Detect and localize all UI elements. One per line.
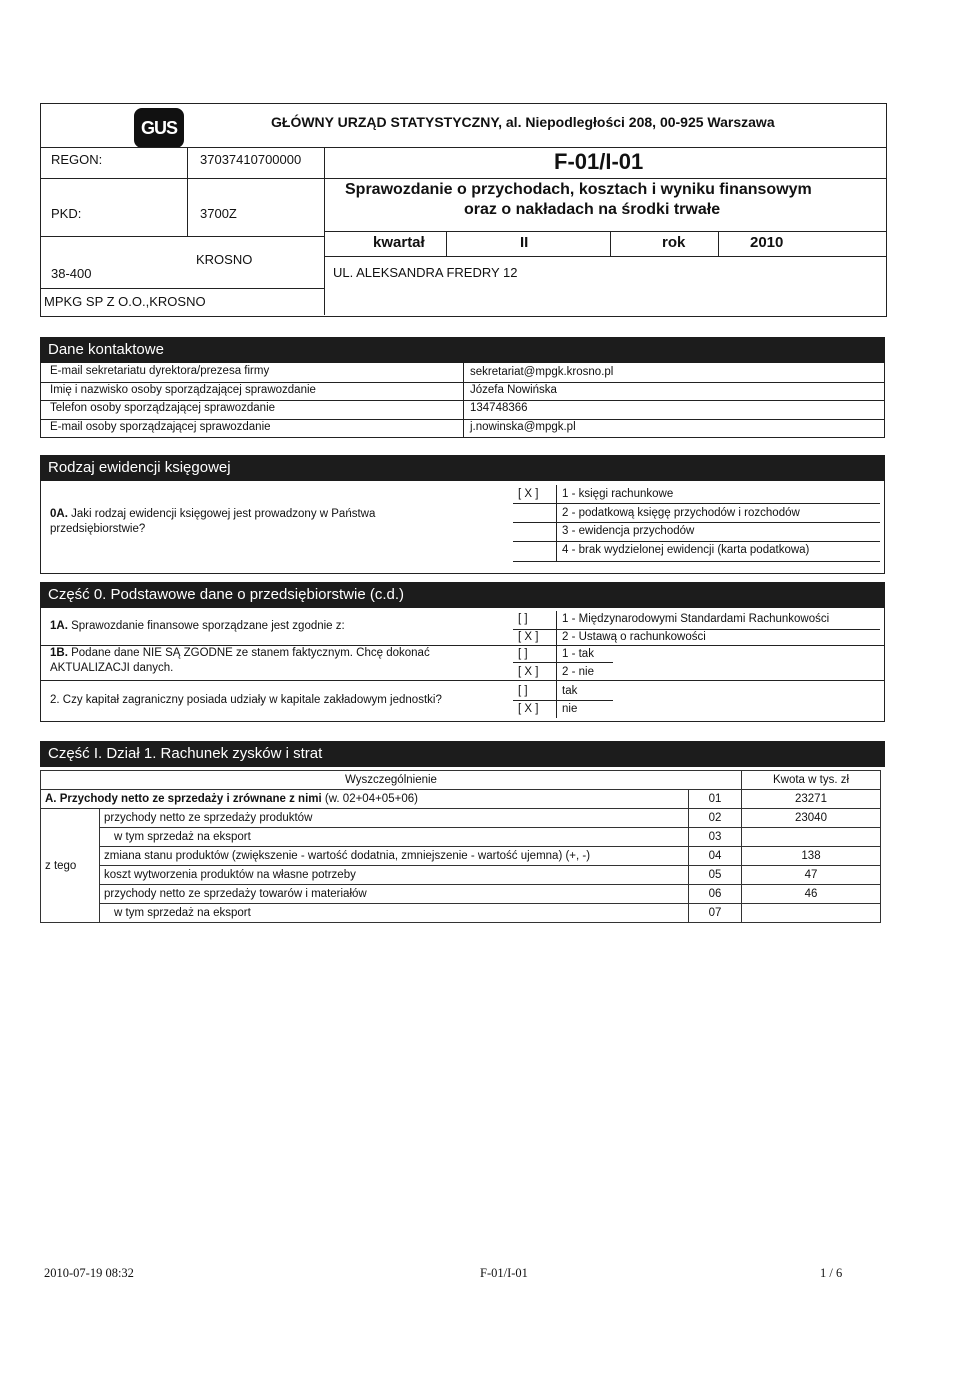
q1b-code: 1B. [50, 647, 68, 659]
city: KROSNO [196, 252, 253, 267]
table-row [41, 866, 881, 885]
row-value[interactable]: 47 [742, 866, 881, 885]
institution-name: GŁÓWNY URZĄD STATYSTYCZNY, al. Niepodległości 208, 00-925 Warszawa [271, 114, 775, 130]
ledger-option-1: 1 - księgi rachunkowe [562, 488, 674, 500]
row-num: 02 [689, 809, 742, 828]
q1a-option-2-mark[interactable]: [ X ] [518, 631, 539, 643]
pkd-label: PKD: [51, 206, 82, 221]
table-row [41, 809, 881, 828]
gus-logo: GUS [134, 108, 184, 148]
contact-label-1: E-mail sekretariatu dyrektora/prezesa firmy [50, 365, 270, 377]
row-num: 03 [689, 828, 742, 847]
contact-value-3: 134748366 [470, 402, 528, 414]
row-a-label: A. Przychody netto ze sprzedaży i zrównane z nimi [45, 793, 322, 805]
postal-code: 38-400 [51, 266, 92, 281]
q1a-option-1-mark[interactable]: [ ] [518, 613, 528, 625]
row-label: przychody netto ze sprzedaży produktów [100, 809, 689, 828]
ledger-q-text-1: Jaki rodzaj ewidencji księgowej jest prowadzony w Państwa [71, 508, 376, 520]
group-label: z tego [41, 809, 100, 923]
contact-label-2: Imię i nazwisko osoby sporządzającej sprawozdanie [50, 384, 316, 396]
contact-label-4: E-mail osoby sporządzającej sprawozdanie [50, 421, 271, 433]
row-label: zmiana stanu produktów (zwiększenie - wartość dodatnia, zmniejszenie - wartość ujemna) (+, -) [100, 847, 689, 866]
footer-page: 1 / 6 [820, 1266, 843, 1280]
footer-form: F-01/I-01 [480, 1266, 528, 1280]
ledger-option-2: 2 - podatkową księgę przychodów i rozchodów [562, 507, 800, 519]
report-title-line1: Sprawozdanie o przychodach, kosztach i wyniku finansowym [345, 181, 812, 198]
col-spec-header: Wyszczególnienie [41, 771, 742, 790]
rok-label: rok [662, 234, 686, 251]
row-num: 06 [689, 885, 742, 904]
regon-value: 37037410700000 [200, 152, 302, 167]
q1b-text-2: AKTUALIZACJI danych. [50, 662, 174, 674]
ledger-q-code: 0A. [50, 508, 68, 520]
street-address: UL. ALEKSANDRA FREDRY 12 [333, 265, 518, 280]
q1a-option-1: 1 - Międzynarodowymi Standardami Rachunkowości [562, 613, 830, 625]
table-row [41, 828, 881, 847]
row-num: 07 [689, 904, 742, 923]
pkd-value: 3700Z [200, 206, 237, 221]
q1b-option-2-mark[interactable]: [ X ] [518, 666, 539, 678]
q1b-option-1-mark[interactable]: [ ] [518, 648, 528, 660]
rok-value: 2010 [750, 234, 784, 251]
q2-option-1: tak [562, 685, 578, 697]
q2-text: 2. Czy kapitał zagraniczny posiada udziały w kapitale zakładowym jednostki? [50, 694, 442, 706]
row-value[interactable] [742, 904, 881, 923]
q2-option-2: nie [562, 703, 578, 715]
row-a-value[interactable]: 23271 [742, 790, 881, 809]
kwartal-label: kwartał [373, 234, 425, 251]
contact-value-2: Józefa Nowińska [470, 384, 557, 396]
q1b-text-1: Podane dane NIE SĄ ZGODNE ze stanem faktycznym. Chcę dokonać [71, 647, 430, 659]
footer-datetime: 2010-07-19 08:32 [44, 1266, 134, 1280]
row-label: w tym sprzedaż na eksport [100, 828, 689, 847]
row-a-num: 01 [689, 790, 742, 809]
ledger-section-title: Rodzaj ewidencji księgowej [40, 455, 885, 481]
ledger-option-1-mark[interactable]: [ X ] [518, 488, 539, 500]
regon-label: REGON: [51, 152, 103, 167]
income-table [40, 770, 881, 923]
ledger-q-text-2: przedsiębiorstwie? [50, 523, 146, 535]
ledger-option-4: 4 - brak wydzielonej ewidencji (karta podatkowa) [562, 544, 810, 556]
row-label: koszt wytworzenia produktów na własne potrzeby [100, 866, 689, 885]
row-value[interactable] [742, 828, 881, 847]
table-row [41, 790, 881, 809]
ledger-option-3: 3 - ewidencja przychodów [562, 525, 695, 537]
row-value[interactable]: 23040 [742, 809, 881, 828]
q1a-code: 1A. [50, 620, 68, 632]
row-label: w tym sprzedaż na eksport [100, 904, 689, 923]
q2-option-2-mark[interactable]: [ X ] [518, 703, 539, 715]
company-name: MPKG SP Z O.O.,KROSNO [44, 294, 206, 309]
table-row [41, 885, 881, 904]
row-value[interactable]: 46 [742, 885, 881, 904]
q1a-option-2: 2 - Ustawą o rachunkowości [562, 631, 706, 643]
report-title-line2: oraz o nakładach na środki trwałe [464, 201, 721, 218]
kwartal-value: II [520, 234, 529, 251]
contact-section-title: Dane kontaktowe [40, 337, 885, 363]
row-label: przychody netto ze sprzedaży towarów i materiałów [100, 885, 689, 904]
basic-section-title: Część 0. Podstawowe dane o przedsiębiorstwie (c.d.) [40, 582, 885, 608]
q1b-option-2: 2 - nie [562, 666, 594, 678]
row-a-suffix: (w. 02+04+05+06) [324, 793, 418, 805]
income-section-title: Część I. Dział 1. Rachunek zysków i strat [40, 741, 885, 767]
form-code: F-01/I-01 [554, 149, 644, 174]
table-header-row [41, 771, 881, 790]
col-amount-header: Kwota w tys. zł [742, 771, 881, 790]
contact-value-1: sekretariat@mpgk.krosno.pl [470, 366, 614, 378]
row-value[interactable]: 138 [742, 847, 881, 866]
q1b-option-1: 1 - tak [562, 648, 594, 660]
row-num: 04 [689, 847, 742, 866]
q1a-text: Sprawozdanie finansowe sporządzane jest zgodnie z: [71, 620, 345, 632]
q2-option-1-mark[interactable]: [ ] [518, 685, 528, 697]
contact-label-3: Telefon osoby sporządzającej sprawozdanie [50, 402, 276, 414]
table-row [41, 904, 881, 923]
row-num: 05 [689, 866, 742, 885]
contact-value-4: j.nowinska@mpgk.pl [470, 421, 576, 433]
table-row [41, 847, 881, 866]
